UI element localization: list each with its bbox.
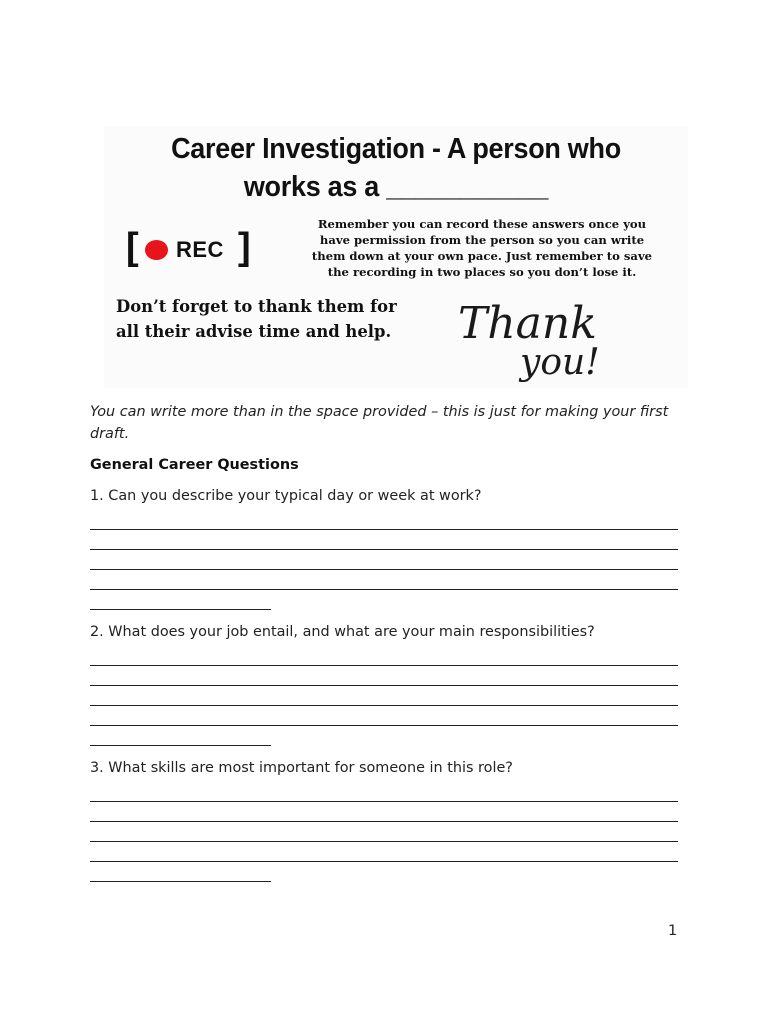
answer-line[interactable]: [90, 530, 678, 550]
draft-note: You can write more than in the space provided – this is just for making your first draft.: [90, 404, 669, 442]
answer-line[interactable]: [90, 862, 271, 882]
answer-line[interactable]: [90, 646, 678, 666]
thank-you-word-1: Thank: [458, 298, 597, 349]
header-banner-image: [104, 126, 688, 388]
rec-bracket-right: ]: [238, 226, 251, 268]
record-dot-icon: [145, 240, 168, 260]
question-block-1: [90, 486, 678, 610]
answer-line[interactable]: [90, 782, 678, 802]
answer-area[interactable]: [90, 646, 678, 746]
recording-reminder: [280, 216, 684, 280]
question-text: 2. What does your job entail, and what are your main responsibilities?: [90, 624, 595, 640]
page-number: 1: [668, 923, 678, 939]
answer-line[interactable]: [90, 570, 678, 590]
answer-line[interactable]: [90, 550, 678, 570]
reminder-line: have permission from the person so you can write: [319, 233, 645, 247]
answer-line[interactable]: [90, 666, 678, 686]
thank-you-word-2: you!: [520, 342, 600, 383]
answer-line[interactable]: [90, 802, 678, 822]
section-heading: General Career Questions: [90, 457, 299, 473]
answer-area[interactable]: [90, 782, 678, 882]
rec-label: REC: [176, 237, 224, 262]
answer-line[interactable]: [90, 510, 678, 530]
rec-bracket-left: [: [126, 226, 139, 268]
banner-title-line-1: Career Investigation - A person who: [171, 133, 621, 165]
thank-you-script-image: [454, 294, 624, 386]
answer-line[interactable]: [90, 822, 678, 842]
answer-area[interactable]: [90, 510, 678, 610]
question-block-3: [90, 758, 678, 882]
thank-reminder-line: Don’t forget to thank them for: [116, 297, 397, 316]
rec-icon: [126, 226, 256, 268]
reminder-line: them down at your own pace. Just remember to save: [311, 249, 653, 263]
question-text: 1. Can you describe your typical day or week at work?: [90, 488, 482, 504]
question-block-2: [90, 622, 678, 746]
answer-line[interactable]: [90, 706, 678, 726]
banner-title: [124, 130, 667, 206]
answer-line[interactable]: [90, 842, 678, 862]
answer-line[interactable]: [90, 686, 678, 706]
question-text: 3. What skills are most important for someone in this role?: [90, 760, 513, 776]
answer-line[interactable]: [90, 590, 271, 610]
banner-title-line-2: works as a ___________: [243, 171, 549, 203]
reminder-line: Remember you can record these answers once you: [317, 217, 647, 231]
answer-line[interactable]: [90, 726, 271, 746]
reminder-line: the recording in two places so you don’t lose it.: [327, 265, 637, 279]
thank-reminder-line: all their advise time and help.: [116, 322, 392, 341]
thank-reminder: [116, 294, 461, 344]
